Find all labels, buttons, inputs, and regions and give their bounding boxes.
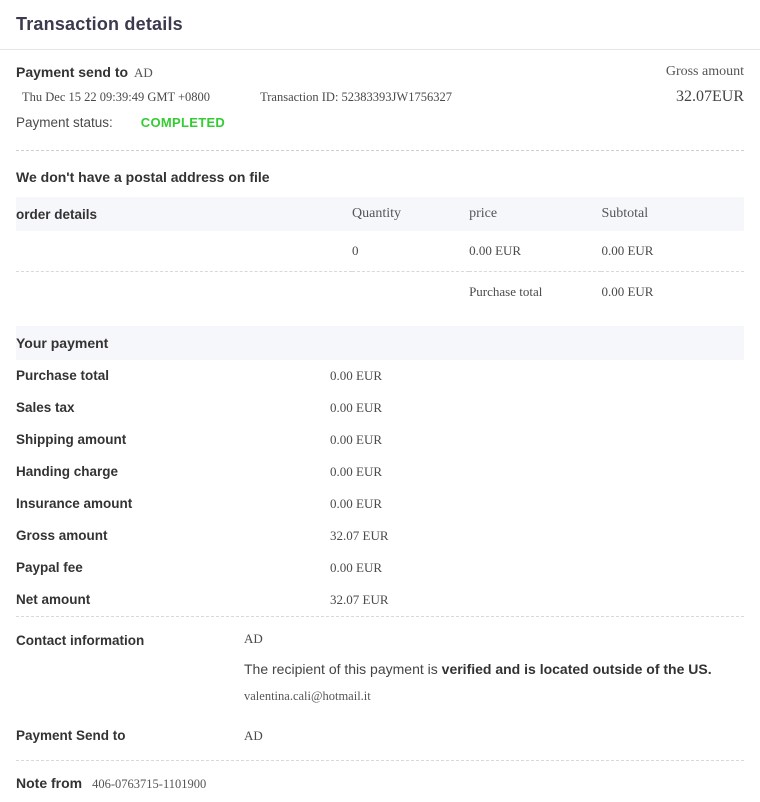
insurance-amount-label: Insurance amount — [16, 496, 133, 511]
purchase-total-value: 0.00 EUR — [601, 272, 744, 313]
handing-charge-value: 0.00 EUR — [330, 464, 382, 479]
purchase-total-label: Purchase total — [469, 272, 601, 313]
transaction-id: Transaction ID: 52383393JW1756327 — [260, 90, 452, 104]
cell-item — [16, 231, 352, 272]
cell-price: 0.00 EUR — [469, 243, 522, 258]
page-header — [0, 0, 760, 50]
list-item — [16, 392, 744, 424]
gross-amount-value: 32.07EUR — [676, 88, 744, 105]
list-item — [16, 360, 744, 392]
column-header-quantity: Quantity — [352, 197, 469, 231]
note-value: 406-0763715-1101900 — [92, 777, 207, 791]
column-header-price: price — [469, 197, 601, 231]
order-details-table — [16, 197, 744, 312]
list-item — [16, 488, 744, 520]
transaction-summary — [0, 50, 760, 140]
contact-information-body — [244, 631, 744, 704]
your-payment-header: Your payment — [16, 326, 744, 360]
payment-send-to-section-label: Payment Send to — [16, 728, 126, 743]
contact-information-label: Contact information — [16, 633, 145, 648]
sales-tax-value: 0.00 EUR — [330, 400, 382, 415]
gross-amount-value: 32.07 EUR — [330, 528, 389, 543]
column-header-subtotal: Subtotal — [601, 197, 744, 231]
sales-tax-label: Sales tax — [16, 400, 75, 415]
verified-statement-prefix: The recipient of this payment is — [244, 661, 442, 677]
verified-statement-bold: verified and is located outside of the US. — [441, 661, 712, 677]
table-total-row — [16, 272, 744, 313]
column-header-order-details: order details — [16, 197, 352, 231]
list-item — [16, 584, 744, 616]
gross-amount-label: Gross amount — [665, 64, 744, 79]
your-payment-list — [16, 360, 744, 616]
verified-statement — [244, 661, 744, 677]
note-section — [16, 761, 744, 802]
status-badge: COMPLETED — [140, 115, 226, 130]
payment-send-to-label: Payment send to — [16, 64, 129, 80]
list-item — [16, 424, 744, 456]
postal-address-notice: We don't have a postal address on file — [16, 169, 270, 185]
shipping-amount-label: Shipping amount — [16, 432, 127, 447]
contact-email: valentina.cali@hotmail.it — [244, 689, 371, 703]
payment-send-to-name: AD — [134, 65, 153, 80]
payment-status-label: Payment status: — [16, 115, 113, 130]
cell-quantity: 0 — [352, 243, 359, 258]
payment-send-to-row — [16, 64, 744, 81]
note-label: Note from — [16, 775, 83, 791]
cell-empty-qty — [352, 272, 469, 313]
payment-send-to-section-value: AD — [244, 728, 263, 743]
cell-subtotal: 0.00 EUR — [601, 243, 654, 258]
list-item — [16, 520, 744, 552]
table-header-row — [16, 197, 744, 231]
contact-information-section — [16, 617, 744, 714]
net-amount-value: 32.07 EUR — [330, 592, 389, 607]
purchase-total-label: Purchase total — [16, 368, 110, 383]
handing-charge-label: Handing charge — [16, 464, 119, 479]
shipping-amount-value: 0.00 EUR — [330, 432, 382, 447]
list-item — [16, 456, 744, 488]
table-row — [16, 231, 744, 272]
paypal-fee-label: Paypal fee — [16, 560, 83, 575]
paypal-fee-value: 0.00 EUR — [330, 560, 382, 575]
payment-send-to-section — [16, 714, 744, 760]
contact-name: AD — [244, 631, 263, 646]
insurance-amount-value: 0.00 EUR — [330, 496, 382, 511]
page-title: Transaction details — [16, 14, 183, 34]
payment-status-row — [16, 115, 744, 130]
gross-amount-label: Gross amount — [16, 528, 108, 543]
net-amount-label: Net amount — [16, 592, 91, 607]
cell-empty — [16, 272, 352, 313]
purchase-total-value: 0.00 EUR — [330, 368, 382, 383]
transaction-meta-row — [16, 90, 744, 105]
list-item — [16, 552, 744, 584]
transaction-timestamp: Thu Dec 15 22 09:39:49 GMT +0800 — [22, 90, 211, 104]
